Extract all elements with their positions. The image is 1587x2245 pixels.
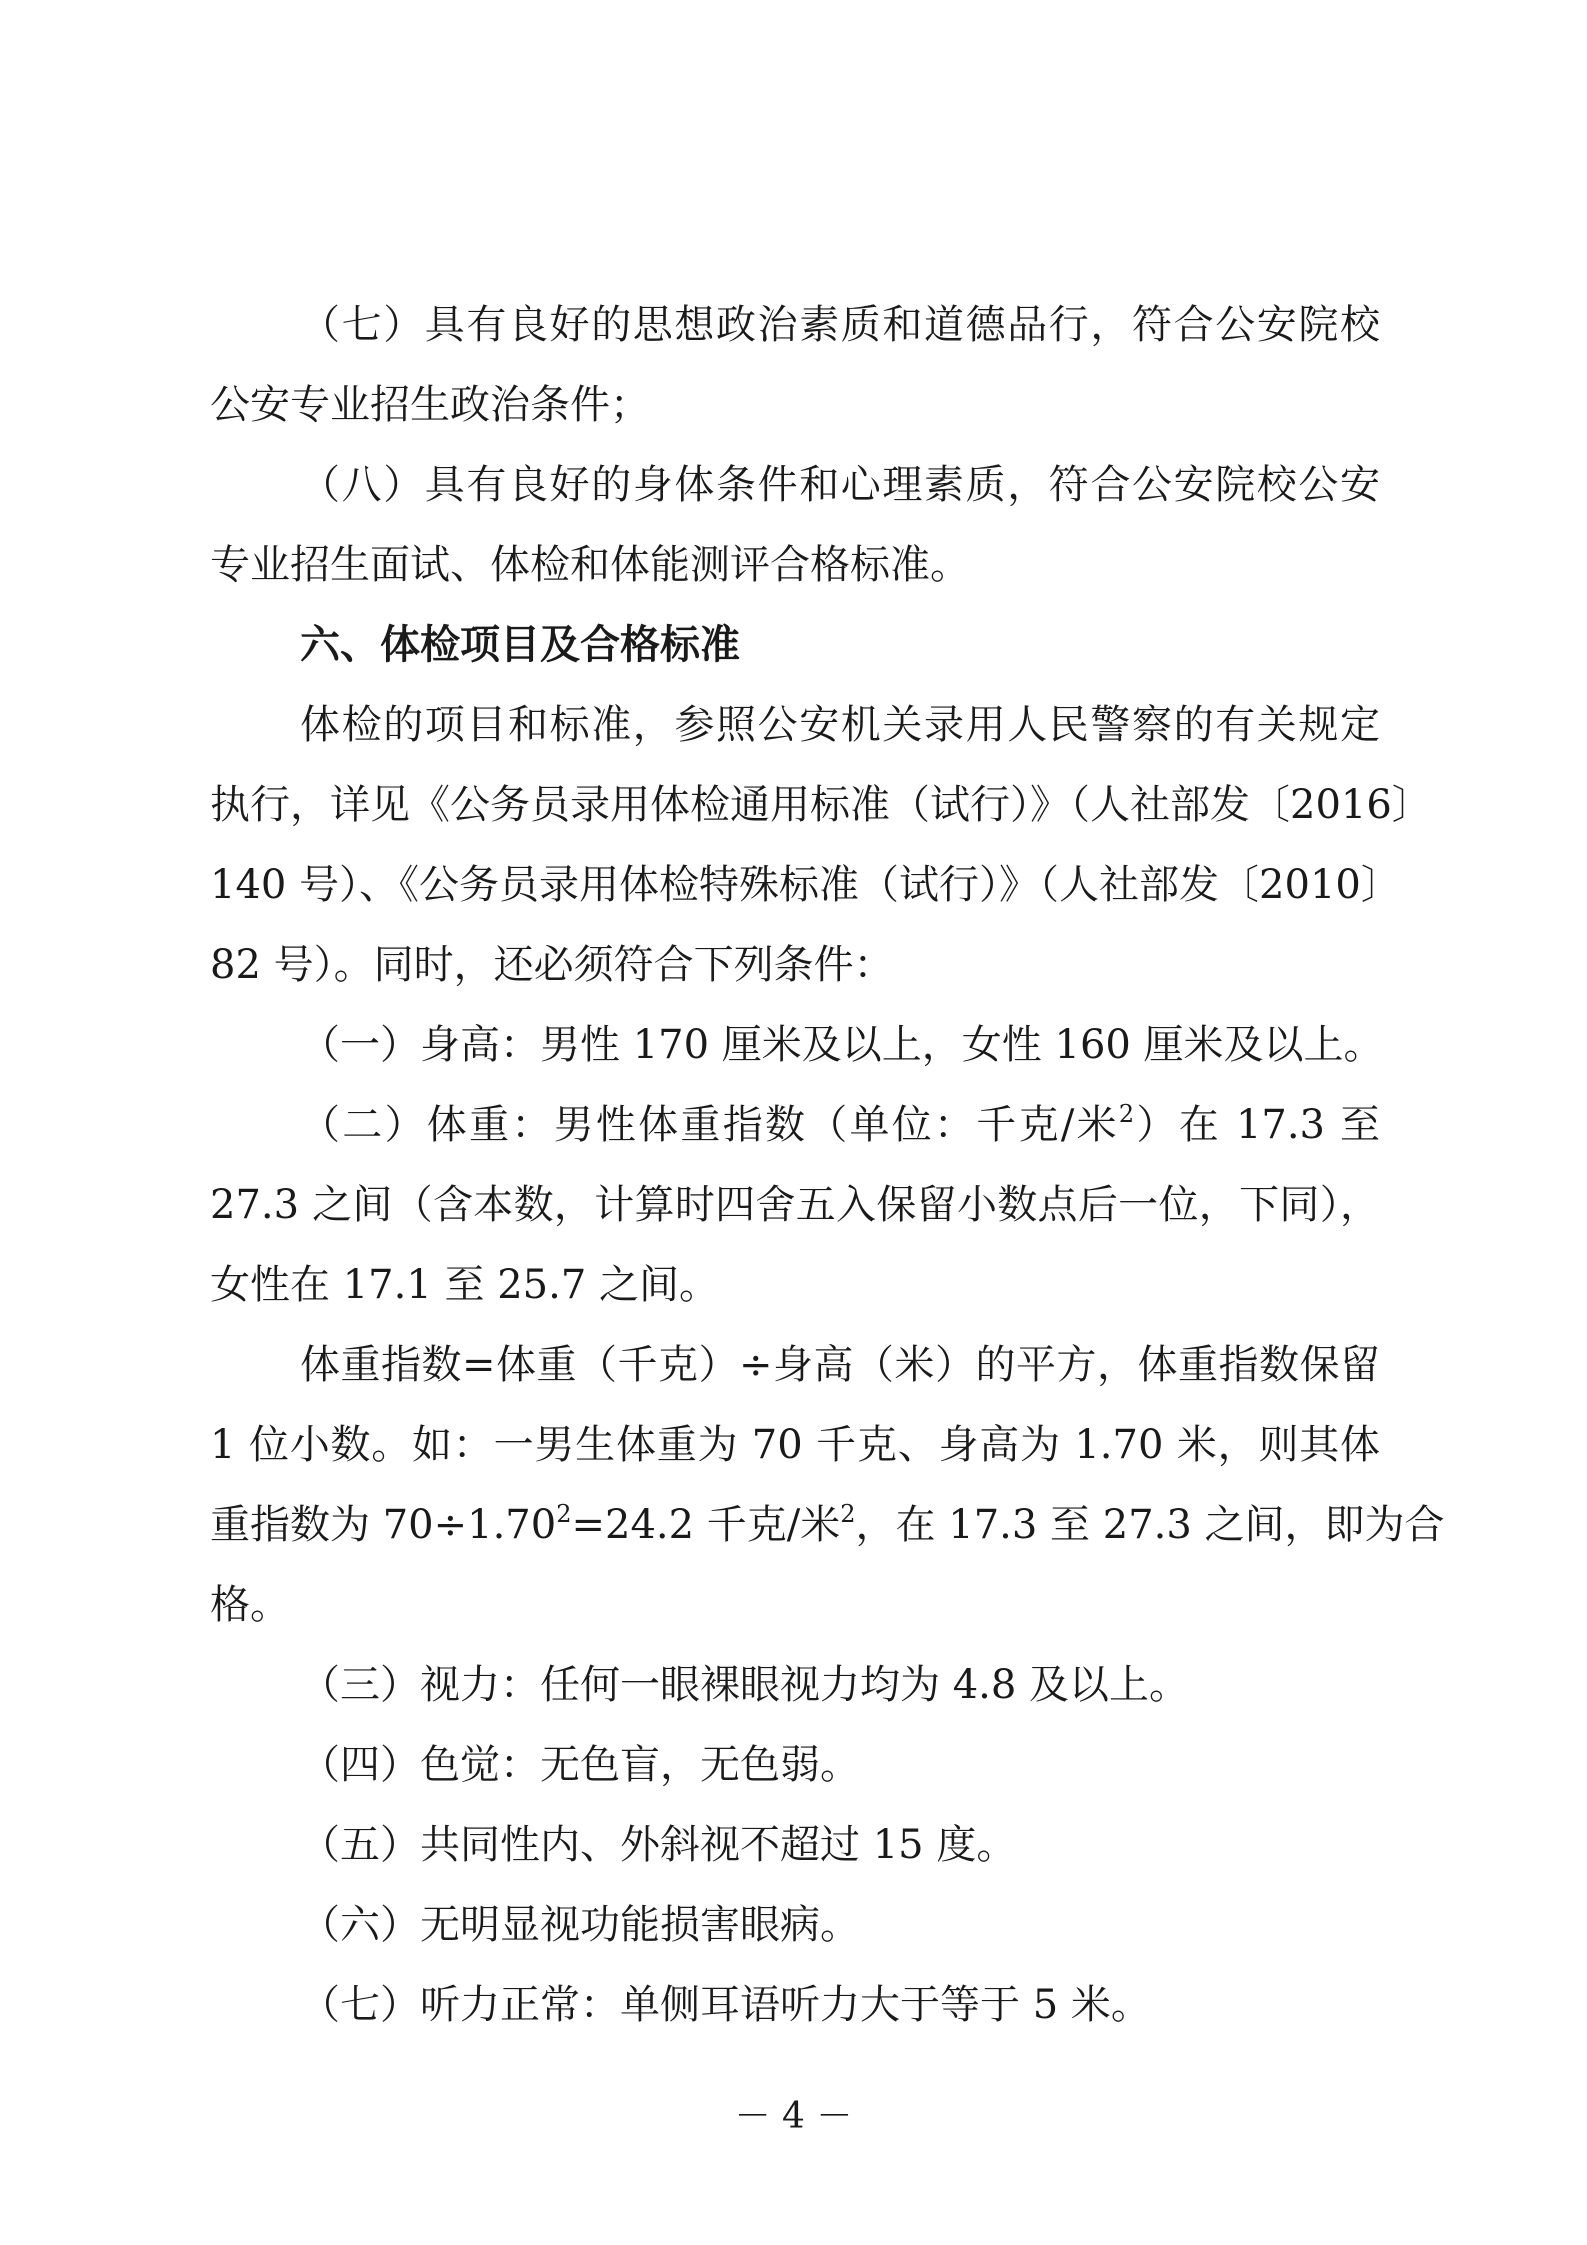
paragraph-weight-requirement-line-3: 女性在 17.1 至 25.7 之间。 <box>210 1262 719 1308</box>
paragraph-standards-line-2: 执行，详见《公务员录用体检通用标准（试行）》（人社部发〔2016〕 <box>210 782 1432 828</box>
paragraph-standards-line-4: 82 号）。同时，还必须符合下列条件： <box>210 942 894 988</box>
paragraph-bmi-explanation-line-3 <box>210 1495 1445 1555</box>
bmi-text-part-1: 重指数为 70÷1.70 <box>210 1502 557 1548</box>
paragraph-strabismus-requirement: （五）共同性内、外斜视不超过 15 度。 <box>300 1822 1017 1868</box>
paragraph-hearing-requirement: （七）听力正常：单侧耳语听力大于等于 5 米。 <box>300 1982 1151 2028</box>
paragraph-eye-disease-requirement: （六）无明显视功能损害眼病。 <box>300 1902 860 1948</box>
paragraph-political-conditions-line-1: （七）具有良好的思想政治素质和道德品行，符合公安院校 <box>300 302 1380 348</box>
bmi-superscript-1: 2 <box>556 1500 572 1528</box>
paragraph-physical-conditions-line-2: 专业招生面试、体检和体能测评合格标准。 <box>210 542 970 588</box>
weight-superscript: 2 <box>1118 1100 1135 1128</box>
section-heading: 六、体检项目及合格标准 <box>300 622 740 668</box>
paragraph-bmi-explanation-line-4: 格。 <box>210 1582 290 1628</box>
paragraph-color-vision-requirement: （四）色觉：无色盲，无色弱。 <box>300 1742 860 1788</box>
paragraph-standards-line-1: 体检的项目和标准，参照公安机关录用人民警察的有关规定 <box>300 702 1380 748</box>
bmi-superscript-2: 2 <box>840 1500 856 1528</box>
bmi-text-part-3: ，在 17.3 至 27.3 之间，即为合 <box>855 1502 1445 1548</box>
weight-text-part-2: ）在 17.3 至 <box>1134 1102 1380 1148</box>
paragraph-bmi-explanation-line-2: 1 位小数。如：一男生体重为 70 千克、身高为 1.70 米，则其体 <box>210 1422 1380 1468</box>
paragraph-standards-line-3: 140 号）、《公务员录用体检特殊标准（试行）》（人社部发〔2010〕 <box>210 862 1401 908</box>
paragraph-height-requirement: （一）身高：男性 170 厘米及以上，女性 160 厘米及以上。 <box>300 1022 1384 1068</box>
paragraph-weight-requirement-line-2: 27.3 之间（含本数，计算时四舍五入保留小数点后一位，下同）， <box>210 1182 1380 1228</box>
paragraph-weight-requirement-line-1 <box>300 1095 1380 1155</box>
paragraph-physical-conditions-line-1: （八）具有良好的身体条件和心理素质，符合公安院校公安 <box>300 462 1380 508</box>
bmi-text-part-2: =24.2 千克/米 <box>571 1502 841 1548</box>
paragraph-political-conditions-line-2: 公安专业招生政治条件； <box>210 382 650 428</box>
weight-text-part-1: （二）体重：男性体重指数（单位：千克/米 <box>300 1102 1119 1148</box>
paragraph-bmi-explanation-line-1: 体重指数=体重（千克）÷身高（米）的平方，体重指数保留 <box>300 1342 1380 1388</box>
page-number: － 4 － <box>734 2096 853 2137</box>
paragraph-vision-requirement: （三）视力：任何一眼裸眼视力均为 4.8 及以上。 <box>300 1662 1190 1708</box>
